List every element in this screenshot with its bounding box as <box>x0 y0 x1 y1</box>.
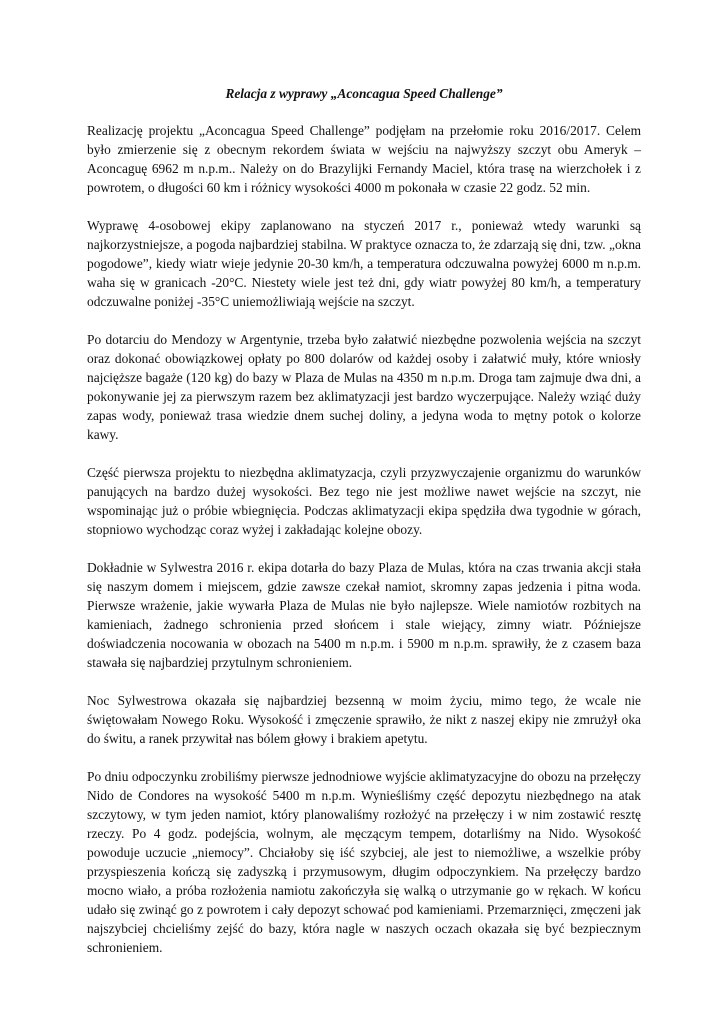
paragraph-mendoza: Po dotarciu do Mendozy w Argentynie, trzeba było załatwić niezbędne pozwolenia wejścia na szczyt oraz dokonać obowiązkowej opłaty po 800 dolarów od każdej osoby i załatwić muły, które wniosły najcięższe bagaże (120 kg) do bazy w Plaza de Mulas na 4350 m n.p.m. Droga tam zajmuje dwa dni, a pokonywanie jej za pierwszym razem bez aklimatyzacji jest bardzo wyczerpujące. Należy wziąć duży zapas wody, ponieważ trasa wiedzie dnem suchej doliny, a jedyna woda to mętny potok o kolorze kawy. <box>87 332 641 442</box>
document-body <box>87 121 641 957</box>
paragraph-acclimatization: Część pierwsza projektu to niezbędna aklimatyzacja, czyli przyzwyczajenie organizmu do warunków panujących na bardzo dużej wysokości. Bez tego nie jest możliwe nawet wejście na szczyt, nie wspominając już o próbie wbiegnięcia. Podczas aklimatyzacji ekipa spędziła dwa tygodnie w górach, stopniowo wychodząc coraz wyżej i zakładając kolejne obozy. <box>87 465 641 537</box>
paragraph-expedition-plan: Wyprawę 4-osobowej ekipy zaplanowano na styczeń 2017 r., ponieważ wtedy warunki są najkorzystniejsze, a pogoda najbardziej stabilna. W praktyce oznacza to, że zdarzają się dni, tzw. „okna pogodowe”, kiedy wiatr wieje jedynie 20-30 km/h, a temperatura odczuwalna powyżej 6000 m n.p.m. waha się w granicach -20°C. Niestety wiele jest też dni, gdy wiatr powyżej 80 km/h, a temperatury odczuwalne poniżej -35°C uniemożliwiają wejście na szczyt. <box>87 218 641 309</box>
paragraph-plaza-de-mulas: Dokładnie w Sylwestra 2016 r. ekipa dotarła do bazy Plaza de Mulas, która na czas trwania akcji stała się naszym domem i miejscem, gdzie zawsze czekał namiot, skromny zapas jedzenia i pitna woda. Pierwsze wrażenie, jakie wywarła Plaza de Mulas nie było najlepsze. Wiele namiotów rozbitych na kamieniach, żadnego schronienia przed słońcem i stale wiejący, zimny wiatr. Późniejsze doświadczenia nocowania w obozach na 5400 m n.p.m. i 5900 m n.p.m. sprawiły, że z czasem baza stawała się najbardziej przytulnym schronieniem. <box>87 560 641 670</box>
paragraph-new-years-eve: Noc Sylwestrowa okazała się najbardziej bezsenną w moim życiu, mimo tego, że wcale nie świętowałam Nowego Roku. Wysokość i zmęczenie sprawiło, że nikt z naszej ekipy nie zmrużył oka do świtu, a ranek przywitał nas bólem głowy i brakiem apetytu. <box>87 693 641 746</box>
document-title: Relacja z wyprawy „Aconcagua Speed Challenge” <box>225 86 503 101</box>
paragraph-intro: Realizację projektu „Aconcagua Speed Challenge” podjęłam na przełomie roku 2016/2017. Celem było zmierzenie się z obecnym rekordem świata w wejściu na najwyższy szczyt obu Ameryk – Aconcaguę 6962 m n.p.m.. Należy on do Brazylijki Fernandy Maciel, która trasę na wierzchołek i z powrotem, o długości 60 km i różnicy wysokości 4000 m pokonała w czasie 22 godz. 52 min. <box>87 123 641 195</box>
paragraph-nido-de-condores: Po dniu odpoczynku zrobiliśmy pierwsze jednodniowe wyjście aklimatyzacyjne do obozu na przełęczy Nido de Condores na wysokość 5400 m n.p.m. Wynieśliśmy część depozytu niezbędnego na atak szczytowy, w tym jeden namiot, który planowaliśmy rozłożyć na przełęczy i w nim zostawić resztę rzeczy. Po 4 godz. podejścia, wolnym, ale męczącym tempem, dotarliśmy na Nido. Wysokość powoduje uczucie „niemocy”. Chciałoby się iść szybciej, ale jest to niemożliwe, a wszelkie próby przyspieszenia kończą się zadyszką i przymusowym, długim odpoczynkiem. Na przełęczy bardzo mocno wiało, a próba rozłożenia namiotu zakończyła się walką o utrzymanie go w rękach. W końcu udało się zwinąć go z powrotem i cały depozyt schować pod kamieniami. Przemarznięci, zmęczeni jak najszybciej chcieliśmy zejść do bazy, która nagle w naszych oczach okazała się być bezpiecznym schronieniem. <box>87 769 641 955</box>
